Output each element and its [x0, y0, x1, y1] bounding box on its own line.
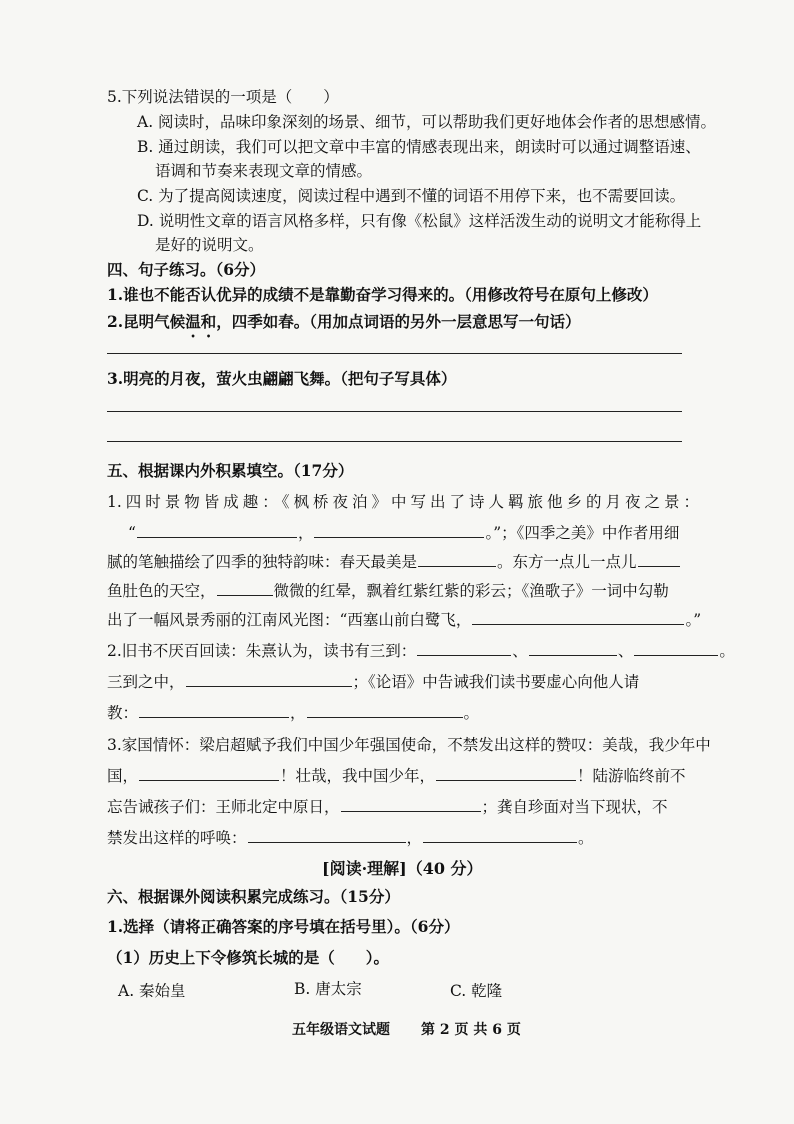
section5-line2: “ ， 。”；《四季之美》中作者用细	[128, 524, 680, 542]
blank[interactable]	[217, 580, 273, 596]
section5-line10: 国， ！壮哉，我中国少年， ！陆游临终前不	[107, 767, 686, 785]
footer-page-number: 第 2 页 共 6 页	[421, 1022, 521, 1038]
section5-line5: 出了一幅风景秀丽的江南风光图：“西塞山前白鹭飞， 。”	[107, 611, 702, 629]
section6-title: 六、根据课外阅读积累完成练习。（15分）	[107, 887, 400, 906]
blank[interactable]	[436, 765, 576, 781]
blank[interactable]	[314, 522, 484, 538]
blank[interactable]	[472, 609, 684, 625]
blank[interactable]	[423, 827, 577, 843]
choice-a[interactable]: A. 秦始皇	[118, 982, 186, 1000]
blank[interactable]	[248, 827, 406, 843]
section4-title: 四、句子练习。（6分）	[107, 260, 266, 279]
section4-q1: 1.谁也不能否认优异的成绩不是靠勤奋学习得来的。（用修改符号在原句上修改）	[107, 285, 658, 304]
section5-line12: 禁发出这样的呼唤： ， 。	[107, 829, 594, 847]
section5-line11: 忘告诫孩子们：王师北定中原日， ；龚自珍面对当下现状，不	[107, 798, 668, 816]
section6-q1: 1.选择（请将正确答案的序号填在括号里）。（6分）	[107, 917, 460, 936]
section5-line4: 鱼肚色的天空， 微微的红晕，飘着红紫红紫的彩云；《渔歌子》一词中勾勒	[107, 582, 669, 600]
section4-q2: 2.昆明气候温和，四季如春。（用加点词语的另外一层意思写一句话）	[107, 312, 581, 331]
choice-c[interactable]: C. 乾隆	[450, 982, 503, 1000]
blank[interactable]	[638, 551, 680, 567]
blank[interactable]	[139, 765, 279, 781]
answer-line-q3-1[interactable]	[107, 411, 682, 412]
blank[interactable]	[137, 522, 297, 538]
section5-line3: 腻的笔触描绘了四季的独特韵味：春天最美是 。东方一点儿一点儿	[107, 551, 681, 573]
q5-stem: 5.下列说法错误的一项是（ ）	[107, 88, 339, 106]
section5-line9: 3.家国情怀：梁启超赋予我们中国少年强国使命，不禁发出这样的赞叹：美哉，我少年中	[107, 736, 711, 754]
section5-line7: 三到之中， ；《论语》中告诫我们读书要虚心向他人请	[107, 673, 640, 691]
section5-title: 五、根据课内外积累填空。（17分）	[107, 461, 354, 480]
section6-q1-sub1: （1）历史上下令修筑长城的是（ ）。	[107, 948, 390, 967]
blank[interactable]	[186, 671, 352, 687]
section4-q3: 3.明亮的月夜，萤火虫翩翩飞舞。（把句子写具体）	[107, 369, 457, 388]
q5-option-d-line2: 是好的说明文。	[155, 236, 264, 254]
blank[interactable]	[341, 796, 481, 812]
footer-subject: 五年级语文试题	[292, 1022, 390, 1038]
blank[interactable]	[139, 702, 289, 718]
reading-section-header: [阅读·理解]（40 分）	[322, 859, 483, 878]
blank[interactable]	[634, 640, 718, 656]
blank[interactable]	[417, 640, 511, 656]
blank[interactable]	[418, 551, 496, 567]
dotted-word: 温和	[185, 312, 217, 331]
answer-line-q3-2[interactable]	[107, 441, 682, 442]
q5-option-b-line1: B. 通过朗读，我们可以把文章中丰富的情感表现出来，朗读时可以通过调整语速、	[137, 138, 701, 156]
blank[interactable]	[307, 702, 463, 718]
answer-line-q2[interactable]	[107, 353, 682, 354]
q5-option-c: C. 为了提高阅读速度，阅读过程中遇到不懂的词语不用停下来，也不需要回读。	[137, 187, 686, 205]
choice-b[interactable]: B. 唐太宗	[294, 980, 362, 998]
section5-line8: 教： ， 。	[107, 704, 480, 722]
q5-option-b-line2: 语调和节奏来表现文章的情感。	[155, 162, 373, 180]
section5-line6: 2.旧书不厌百回读：朱熹认为，读书有三到： 、 、 。	[107, 642, 735, 660]
section5-line1: 1.四时景物皆成趣：《枫桥夜泊》中写出了诗人羁旅他乡的月夜之景：	[107, 493, 699, 511]
blank[interactable]	[529, 640, 617, 656]
q5-option-d-line1: D. 说明性文章的语言风格多样，只有像《松鼠》这样活泼生动的说明文才能称得上	[137, 212, 702, 230]
q5-option-a: A. 阅读时，品味印象深刻的场景、细节，可以帮助我们更好地体会作者的思想感情。	[137, 113, 717, 131]
